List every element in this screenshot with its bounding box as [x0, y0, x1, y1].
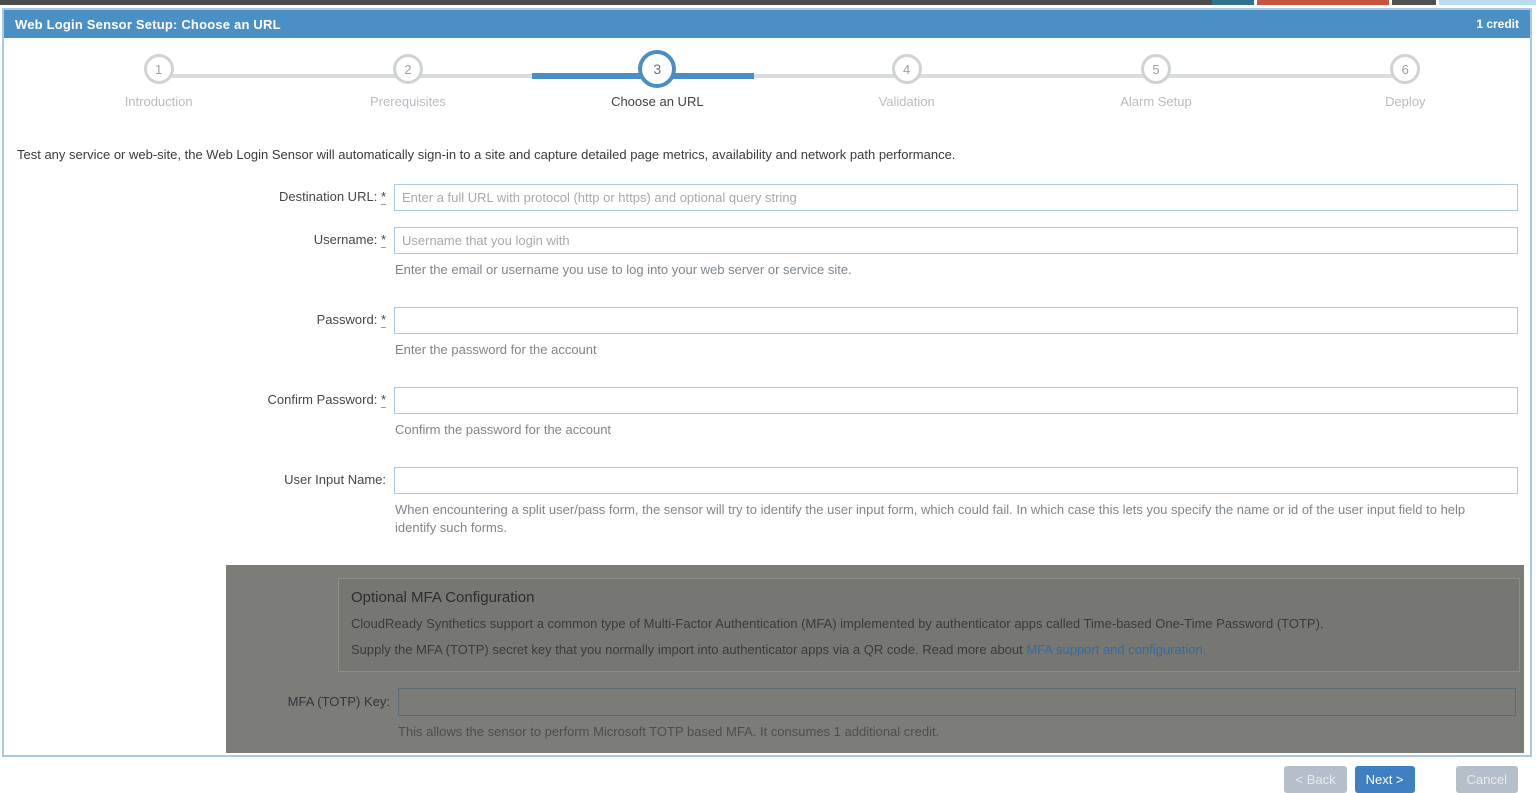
background-toolbar-segment	[0, 0, 1212, 5]
required-marker: *	[380, 392, 386, 407]
step-number: 5	[1152, 61, 1160, 77]
required-marker: *	[380, 312, 386, 327]
background-red-button-edge	[1257, 0, 1389, 5]
step-circle	[1390, 54, 1420, 84]
step-number: 4	[903, 61, 911, 77]
step-introduction[interactable]	[34, 48, 283, 122]
credit-badge: 1 credit	[1476, 17, 1519, 31]
step-label: Alarm Setup	[1120, 94, 1192, 109]
confirm-password-help: Confirm the password for the account	[395, 422, 612, 437]
confirm-password-row	[4, 387, 1530, 451]
mfa-support-link[interactable]: MFA support and configuration.	[1026, 642, 1207, 657]
destination-url-input[interactable]	[394, 184, 1518, 211]
mfa-paragraph-1: CloudReady Synthetics support a common type of Multi-Factor Authentication (MFA) implemented by authenticator apps called Time-based One-Time Password (TOTP).	[351, 616, 1324, 631]
back-button[interactable]: < Back	[1284, 766, 1346, 793]
intro-description: Test any service or web-site, the Web Login Sensor will automatically sign-in to a site and capture detailed page metrics, availability and network path performance.	[17, 147, 956, 162]
background-lightblue-edge	[1439, 0, 1536, 5]
user-input-name-help: When encountering a split user/pass form, the sensor will try to identify the user input form, which could fail. In which case this lets you specify the name or id of the user input field to help identify such forms.	[395, 502, 1466, 535]
label-text: Username:	[313, 232, 378, 247]
step-circle	[892, 54, 922, 84]
username-label	[4, 227, 394, 291]
dialog-header	[4, 10, 1530, 38]
destination-url-label	[4, 184, 394, 211]
user-input-name-row	[4, 467, 1530, 549]
step-number: 1	[155, 61, 163, 77]
password-help: Enter the password for the account	[395, 342, 597, 357]
step-number: 3	[653, 61, 662, 77]
password-label	[4, 307, 394, 371]
password-input[interactable]	[394, 307, 1518, 334]
step-label: Validation	[878, 94, 935, 109]
confirm-password-input[interactable]	[394, 387, 1518, 414]
step-alarm-setup[interactable]	[1031, 48, 1280, 122]
username-help: Enter the email or username you use to log into your web server or service site.	[395, 262, 852, 277]
label-text: Confirm Password:	[267, 392, 378, 407]
confirm-password-label	[4, 387, 394, 451]
mfa-key-row	[230, 688, 1520, 716]
mfa-paragraph-2-text: Supply the MFA (TOTP) secret key that you normally import into authenticator apps via a QR code. Read more about	[351, 642, 1027, 657]
step-validation[interactable]	[782, 48, 1031, 122]
step-choose-an-url[interactable]	[533, 48, 782, 122]
step-circle	[144, 54, 174, 84]
background-page-edge	[0, 0, 1536, 5]
dialog-footer	[4, 766, 1518, 793]
sensor-form	[4, 184, 1530, 549]
user-input-name-label	[4, 467, 394, 549]
mfa-totp-key-input[interactable]	[398, 688, 1516, 716]
wizard-stepper	[4, 38, 1530, 122]
mfa-key-label: MFA (TOTP) Key:	[287, 694, 390, 709]
step-prerequisites[interactable]	[283, 48, 532, 122]
mfa-paragraph-2	[351, 642, 1507, 657]
label-text: User Input Name:	[284, 472, 386, 487]
required-marker: *	[380, 189, 386, 204]
user-input-name-input[interactable]	[394, 467, 1518, 494]
required-marker: *	[380, 232, 386, 247]
step-number: 6	[1401, 61, 1409, 77]
background-blue-button-edge	[1212, 0, 1254, 5]
mfa-section-heading: Optional MFA Configuration	[351, 589, 535, 606]
cancel-button[interactable]: Cancel	[1456, 766, 1518, 793]
label-text: Destination URL:	[279, 189, 378, 204]
dialog-title: Web Login Sensor Setup: Choose an URL	[15, 16, 281, 32]
label-text: Password:	[316, 312, 378, 327]
step-label: Choose an URL	[611, 94, 704, 109]
step-circle	[393, 54, 423, 84]
background-dark-button-edge	[1392, 0, 1436, 5]
mfa-disabled-section	[226, 565, 1524, 753]
password-row	[4, 307, 1530, 371]
username-input[interactable]	[394, 227, 1518, 254]
step-circle-active	[638, 50, 676, 88]
mfa-key-help: This allows the sensor to perform Microsoft TOTP based MFA. It consumes 1 additional credit.	[398, 724, 940, 739]
username-row	[4, 227, 1530, 291]
step-deploy[interactable]	[1281, 48, 1530, 122]
step-circle	[1141, 54, 1171, 84]
mfa-info-panel	[338, 578, 1520, 672]
step-label: Deploy	[1385, 94, 1426, 109]
step-number: 2	[404, 61, 412, 77]
destination-url-row	[4, 184, 1530, 211]
web-login-sensor-setup-dialog	[2, 8, 1532, 787]
step-label: Prerequisites	[370, 94, 446, 109]
step-label: Introduction	[124, 94, 193, 109]
next-button[interactable]: Next >	[1355, 766, 1415, 793]
